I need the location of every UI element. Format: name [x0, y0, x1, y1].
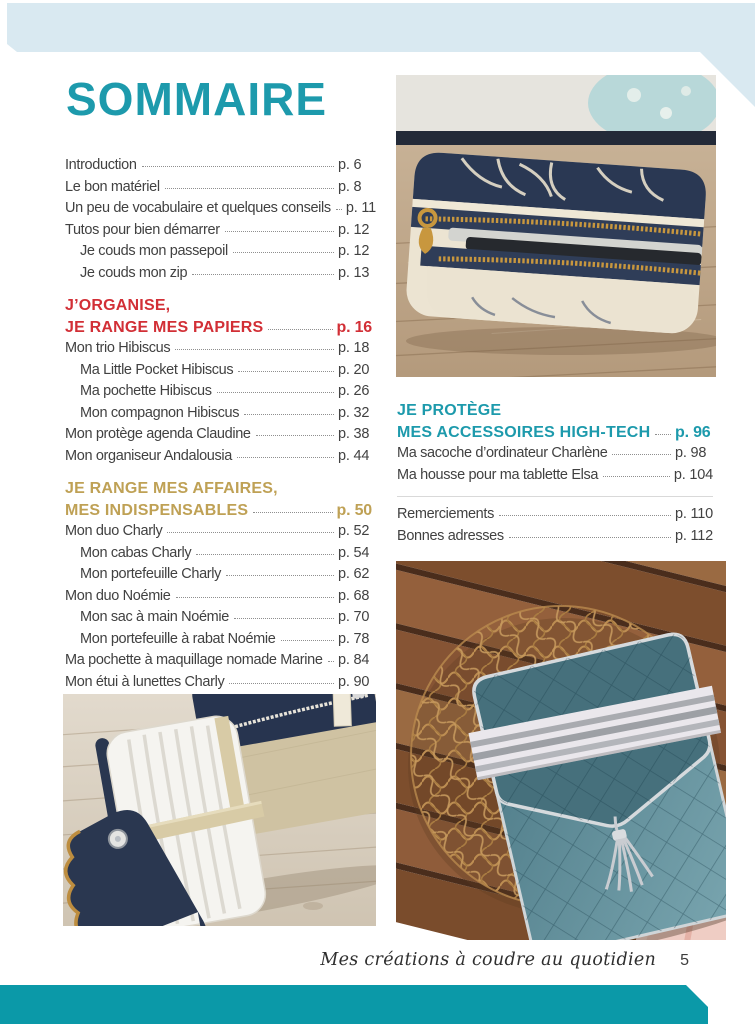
left-column — [65, 157, 377, 695]
toc-entry — [397, 467, 713, 489]
toc-entry-label: Le bon matériel — [65, 178, 160, 195]
toc-entry-label: Mon protège agenda Claudine — [65, 426, 251, 442]
footer-tagline: Mes créations à coudre au quotidien — [320, 950, 657, 970]
section-header-label: MES ACCESSOIRES HIGH-TECH — [397, 423, 651, 441]
toc-entry-page: p. 44 — [338, 447, 370, 464]
section-header-hightech-line1: JE PROTÈGE — [397, 402, 502, 419]
toc-entry-label: Remerciements — [397, 506, 494, 522]
toc-entry — [65, 674, 372, 696]
section-header-label: MES INDISPENSABLES — [65, 501, 249, 519]
toc-entry — [65, 545, 372, 567]
dotted-leader — [612, 454, 671, 455]
toc-entry — [65, 243, 372, 265]
dotted-leader — [281, 640, 335, 641]
toc-entry-page: p. 18 — [338, 340, 370, 356]
toc-entry-page: p. 11 — [345, 200, 377, 216]
toc-entry-label: Mon sac à main Noémie — [80, 609, 229, 625]
toc-entry — [397, 506, 713, 528]
toc-entry-page: p. 26 — [338, 383, 370, 399]
toc-entry-label: Ma Little Pocket Hibiscus — [80, 361, 234, 378]
toc-entry-page: p. 8 — [338, 178, 362, 195]
dotted-leader — [165, 188, 334, 189]
toc-entry-label: Mon étui à lunettes Charly — [65, 673, 225, 690]
dotted-leader — [229, 683, 334, 684]
footer-page-number: 5 — [680, 952, 689, 969]
column-divider — [397, 496, 713, 497]
toc-entry-page: p. 90 — [338, 673, 370, 690]
toc-entry-label: Je couds mon zip — [80, 264, 188, 281]
toc-entry — [65, 383, 372, 405]
toc-entry-page: p. 6 — [338, 157, 362, 173]
right-column — [397, 402, 713, 549]
dotted-leader — [142, 166, 334, 167]
toc-entry-label: Mon portefeuille Charly — [80, 566, 222, 582]
toc-entry-label: Mon trio Hibiscus — [65, 340, 171, 356]
toc-entry-label: Ma pochette Hibiscus — [80, 383, 212, 399]
toc-entry-label: Ma pochette à maquillage nomade Marine — [65, 652, 323, 668]
section-header-papiers-line2 — [65, 319, 372, 341]
dotted-leader — [226, 575, 334, 576]
toc-entry-label: Mon compagnon Hibiscus — [80, 404, 240, 421]
dotted-leader — [253, 512, 332, 513]
dotted-leader — [167, 532, 334, 533]
toc-entry — [65, 179, 372, 201]
toc-entry-label: Mon cabas Charly — [80, 544, 192, 561]
dotted-leader — [192, 274, 334, 275]
toc-entry — [397, 528, 713, 550]
toc-entry-page: p. 12 — [338, 221, 370, 238]
footer — [320, 950, 689, 970]
toc-entry — [65, 157, 372, 179]
dotted-leader — [217, 392, 334, 393]
toc-entry — [65, 588, 372, 610]
toc-entry-page: p. 38 — [338, 426, 370, 442]
toc-entry — [65, 362, 372, 384]
dotted-leader — [603, 476, 670, 477]
section-header-affaires-line1: JE RANGE MES AFFAIRES, — [65, 480, 278, 497]
dotted-leader — [237, 457, 334, 458]
toc-entry-page: p. 104 — [673, 466, 713, 483]
toc-entry — [65, 265, 372, 287]
toc-entry-page: p. 20 — [338, 361, 370, 378]
photo-laptop-sleeve — [396, 75, 716, 377]
toc-entry-page: p. 78 — [338, 630, 370, 647]
dotted-leader — [509, 537, 671, 538]
toc-entry — [65, 566, 372, 588]
dotted-leader — [268, 329, 332, 330]
toc-entry-page: p. 84 — [338, 652, 370, 668]
toc-entry — [65, 405, 372, 427]
toc-entry — [65, 426, 372, 448]
section-header-page: p. 50 — [336, 501, 372, 519]
toc-entry — [65, 631, 372, 653]
dotted-leader — [244, 414, 334, 415]
page-title: SOMMAIRE — [66, 73, 327, 125]
dotted-leader — [196, 554, 334, 555]
toc-entry-page: p. 62 — [338, 566, 370, 582]
dotted-leader — [336, 209, 342, 210]
toc-entry-label: Introduction — [65, 157, 137, 173]
dotted-leader — [233, 252, 334, 253]
toc-entry — [65, 222, 372, 244]
toc-entry-label: Mon duo Noémie — [65, 587, 171, 604]
dotted-leader — [499, 515, 671, 516]
dotted-leader — [225, 231, 334, 232]
section-header-page: p. 96 — [675, 423, 711, 441]
toc-entry-page: p. 13 — [338, 264, 370, 281]
dotted-leader — [234, 618, 334, 619]
toc-entry — [65, 340, 372, 362]
dotted-leader — [175, 349, 334, 350]
toc-entry — [65, 200, 377, 222]
toc-entry-page: p. 12 — [338, 243, 370, 259]
toc-entry-page: p. 112 — [674, 527, 713, 544]
toc-entry-label: Mon portefeuille à rabat Noémie — [80, 630, 276, 647]
toc-entry — [65, 448, 372, 470]
dotted-leader — [655, 434, 671, 435]
section-header-page: p. 16 — [336, 318, 372, 336]
toc-entry-label: Ma housse pour ma tablette Elsa — [397, 466, 599, 483]
toc-entry-page: p. 98 — [675, 445, 707, 461]
toc-entry — [65, 609, 372, 631]
toc-entry-label: Mon duo Charly — [65, 523, 163, 539]
toc-entry — [65, 523, 372, 545]
photo-tablet-case — [396, 561, 726, 940]
bottom-bar-ribbon — [0, 985, 708, 1024]
dotted-leader — [238, 371, 334, 372]
toc-entry — [65, 652, 372, 674]
toc-entry-label: Mon organiseur Andalousia — [65, 447, 232, 464]
photo-fabric-organizer — [63, 694, 376, 926]
section-header-label: JE RANGE MES PAPIERS — [65, 318, 264, 336]
toc-entry-page: p. 110 — [674, 506, 713, 522]
toc-entry-page: p. 52 — [338, 523, 370, 539]
toc-entry-label: Un peu de vocabulaire et quelques conseils — [65, 200, 331, 216]
dotted-leader — [176, 597, 334, 598]
toc-entry-label: Tutos pour bien démarrer — [65, 221, 220, 238]
toc-entry-page: p. 68 — [338, 587, 370, 604]
toc-entry-page: p. 32 — [338, 404, 370, 421]
toc-entry-page: p. 70 — [338, 609, 370, 625]
dotted-leader — [328, 661, 334, 662]
toc-entry-label: Bonnes adresses — [397, 527, 504, 544]
toc-entry-label: Ma sacoche d’ordinateur Charlène — [397, 445, 608, 461]
section-header-papiers-line1: J’ORGANISE, — [65, 297, 171, 314]
section-header-affaires-line2 — [65, 502, 372, 524]
toc-entry-label: Je couds mon passepoil — [80, 243, 228, 259]
dotted-leader — [256, 435, 334, 436]
toc-entry — [397, 445, 713, 467]
toc-entry-page: p. 54 — [338, 544, 370, 561]
section-header-hightech-line2 — [397, 424, 713, 446]
